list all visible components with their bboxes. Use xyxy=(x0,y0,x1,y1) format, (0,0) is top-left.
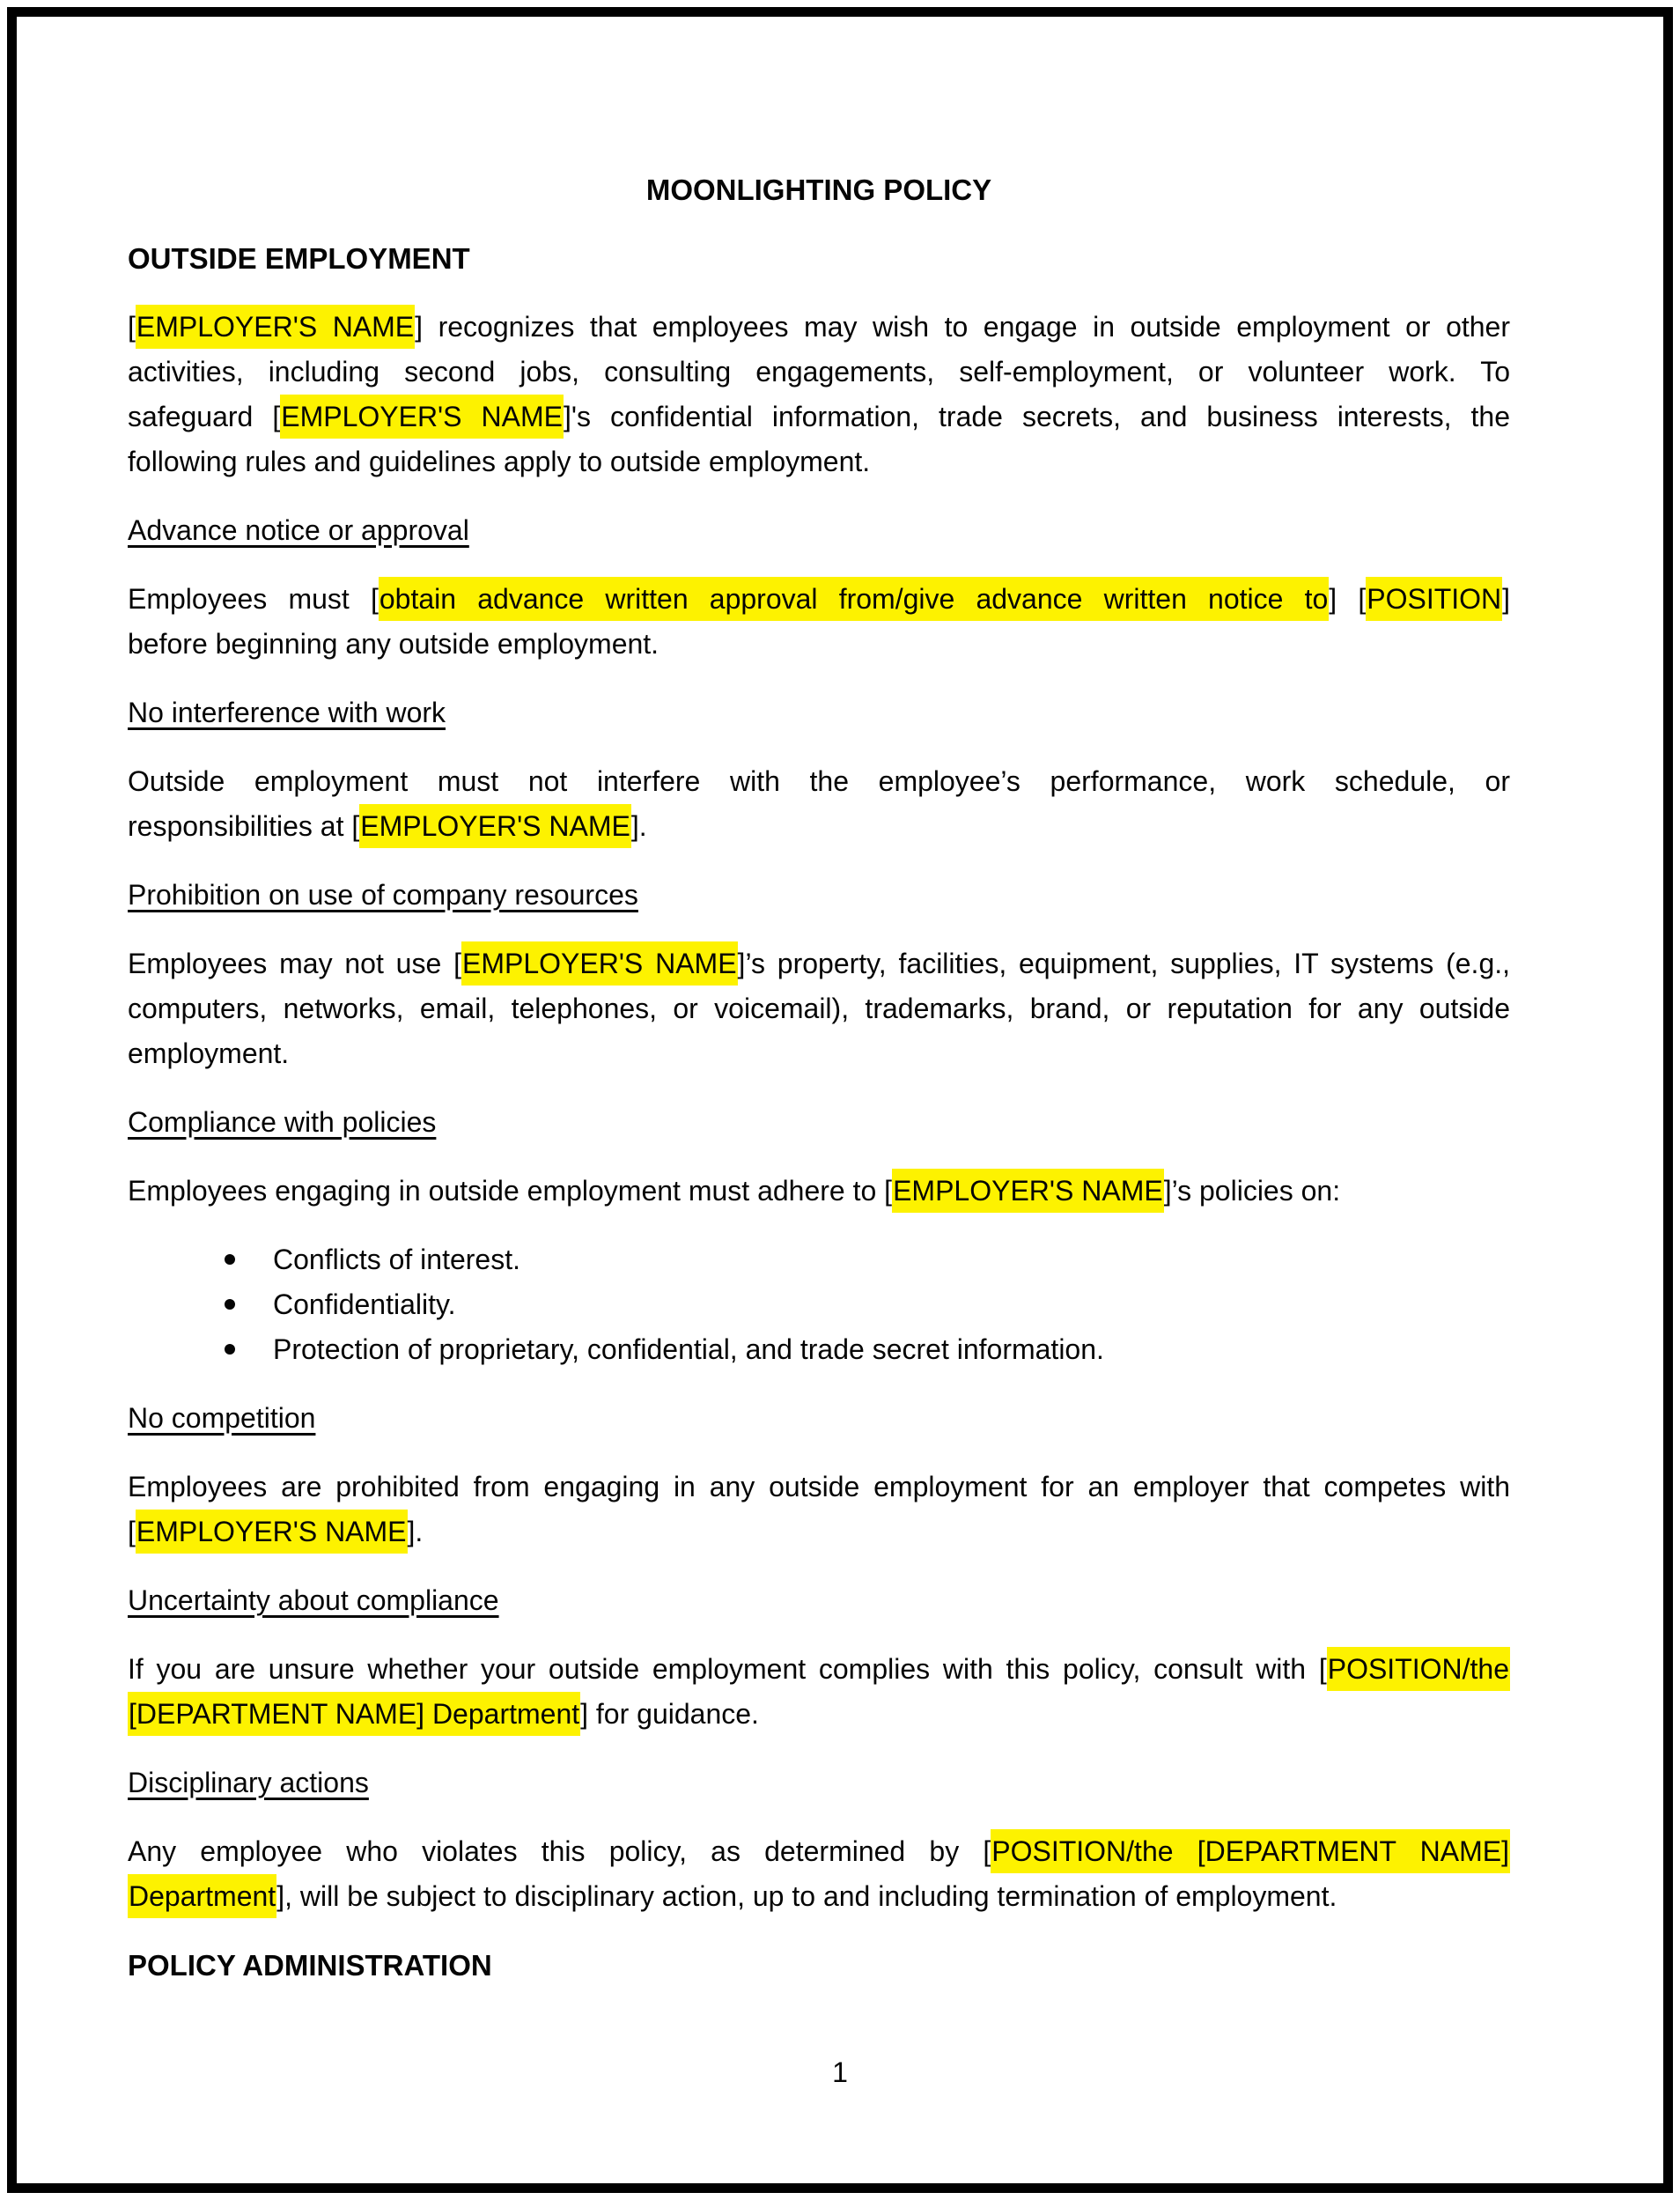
paragraph-line xyxy=(128,1829,1510,1874)
text-segment: safeguard [ xyxy=(128,401,281,432)
text-segment: employment. xyxy=(128,1037,290,1069)
text-segment: before beginning any outside employment. xyxy=(128,628,659,660)
document-body xyxy=(128,167,1510,2012)
bullet-list xyxy=(128,1237,1510,1372)
page-number: 1 xyxy=(832,2056,848,2088)
paragraph-line xyxy=(128,1692,1510,1737)
paragraph-line xyxy=(128,1169,1510,1214)
paragraph xyxy=(128,759,1510,849)
bullet-item xyxy=(128,1282,1510,1327)
highlighted-placeholder: Department xyxy=(128,1874,276,1918)
subsection-heading: Prohibition on use of company resources xyxy=(128,879,638,911)
paragraph-line xyxy=(128,1647,1510,1692)
paragraph-line xyxy=(128,439,1510,484)
text-segment: ] [ xyxy=(1329,583,1367,615)
paragraph xyxy=(128,577,1510,667)
paragraph xyxy=(128,1829,1510,1919)
highlighted-placeholder: obtain advance written approval from/give advance written notice to xyxy=(379,577,1329,621)
text-segment: ] recognizes that employees may wish to engage in outside employment or other xyxy=(415,311,1511,343)
highlighted-placeholder: EMPLOYER'S NAME xyxy=(136,1510,408,1554)
bullet-dot xyxy=(225,1344,235,1355)
highlighted-placeholder: POSITION xyxy=(1366,577,1502,621)
text-segment: ], will be subject to disciplinary action, up to and including termination of employment. xyxy=(276,1880,1337,1912)
bullet-text: Conflicts of interest. xyxy=(273,1244,520,1275)
text-segment: computers, networks, email, telephones, or voicemail), trademarks, brand, or reputation for any outside xyxy=(128,993,1510,1024)
paragraph-line xyxy=(128,1510,1510,1554)
paragraph-line xyxy=(128,350,1510,395)
paragraph-line xyxy=(128,759,1510,804)
text-segment: ] xyxy=(1502,583,1511,615)
text-segment: Employees may not use [ xyxy=(128,948,461,979)
bullet-dot xyxy=(225,1254,235,1265)
text-segment: Any employee who violates this policy, as determined by [ xyxy=(128,1835,991,1867)
paragraph-line xyxy=(128,577,1510,622)
text-segment: Outside employment must not interfere with the employee’s performance, work schedule, or xyxy=(128,765,1510,797)
text-segment: Employees must [ xyxy=(128,583,379,615)
text-segment: ]’s policies on: xyxy=(1163,1175,1341,1207)
bullet-dot xyxy=(225,1299,235,1310)
text-segment: ]'s confidential information, trade secrets, and business interests, the xyxy=(563,401,1510,432)
bullet-item xyxy=(128,1327,1510,1372)
paragraph xyxy=(128,1465,1510,1554)
text-segment: activities, including second jobs, consulting engagements, self-employment, or volunteer work. To xyxy=(128,356,1510,388)
paragraph-line xyxy=(128,986,1510,1031)
highlighted-placeholder: EMPLOYER'S NAME xyxy=(359,804,631,848)
document-title: MOONLIGHTING POLICY xyxy=(645,173,992,206)
highlighted-placeholder: EMPLOYER'S NAME xyxy=(892,1169,1164,1213)
paragraph-line xyxy=(128,395,1510,439)
text-segment: [ xyxy=(128,311,136,343)
subsection-heading: Disciplinary actions xyxy=(128,1767,369,1798)
paragraph-line xyxy=(128,804,1510,849)
text-segment: Employees engaging in outside employment must adhere to [ xyxy=(128,1175,893,1207)
highlighted-placeholder: [DEPARTMENT NAME] Department xyxy=(128,1692,580,1736)
text-segment: [ xyxy=(128,1516,136,1547)
bullet-text: Confidentiality. xyxy=(273,1288,456,1320)
highlighted-placeholder: POSITION/the [DEPARTMENT NAME] xyxy=(991,1829,1510,1873)
text-segment: Employees are prohibited from engaging in any outside employment for an employer that competes with xyxy=(128,1471,1510,1502)
subsection-heading: No interference with work xyxy=(128,697,446,728)
paragraph xyxy=(128,305,1510,484)
bullet-item xyxy=(128,1237,1510,1282)
paragraph-line xyxy=(128,305,1510,350)
paragraph-line xyxy=(128,941,1510,986)
section-heading: OUTSIDE EMPLOYMENT xyxy=(128,242,470,275)
highlighted-placeholder: POSITION/the xyxy=(1327,1647,1510,1691)
paragraph xyxy=(128,1647,1510,1737)
paragraph-line xyxy=(128,1031,1510,1076)
subsection-heading: No competition xyxy=(128,1402,316,1434)
text-segment: If you are unsure whether your outside employment complies with this policy, consult with [ xyxy=(128,1653,1327,1685)
subsection-heading: Compliance with policies xyxy=(128,1106,437,1138)
text-segment: following rules and guidelines apply to outside employment. xyxy=(128,446,871,477)
text-segment: responsibilities at [ xyxy=(128,810,360,842)
highlighted-placeholder: EMPLOYER'S NAME xyxy=(461,941,738,986)
bullet-text: Protection of proprietary, confidential, and trade secret information. xyxy=(273,1333,1104,1365)
paragraph-line xyxy=(128,1874,1510,1919)
section-heading: POLICY ADMINISTRATION xyxy=(128,1949,492,1982)
paragraph xyxy=(128,1169,1510,1214)
text-segment: ]’s property, facilities, equipment, supplies, IT systems (e.g., xyxy=(737,948,1511,979)
subsection-heading: Advance notice or approval xyxy=(128,514,469,546)
paragraph xyxy=(128,941,1510,1076)
paragraph-line xyxy=(128,622,1510,667)
text-segment: ]. xyxy=(407,1516,424,1547)
text-segment: ]. xyxy=(630,810,647,842)
subsection-heading: Uncertainty about compliance xyxy=(128,1584,499,1616)
text-segment: ] for guidance. xyxy=(580,1698,759,1730)
paragraph-line xyxy=(128,1465,1510,1510)
highlighted-placeholder: EMPLOYER'S NAME xyxy=(136,305,415,349)
highlighted-placeholder: EMPLOYER'S NAME xyxy=(280,395,564,439)
